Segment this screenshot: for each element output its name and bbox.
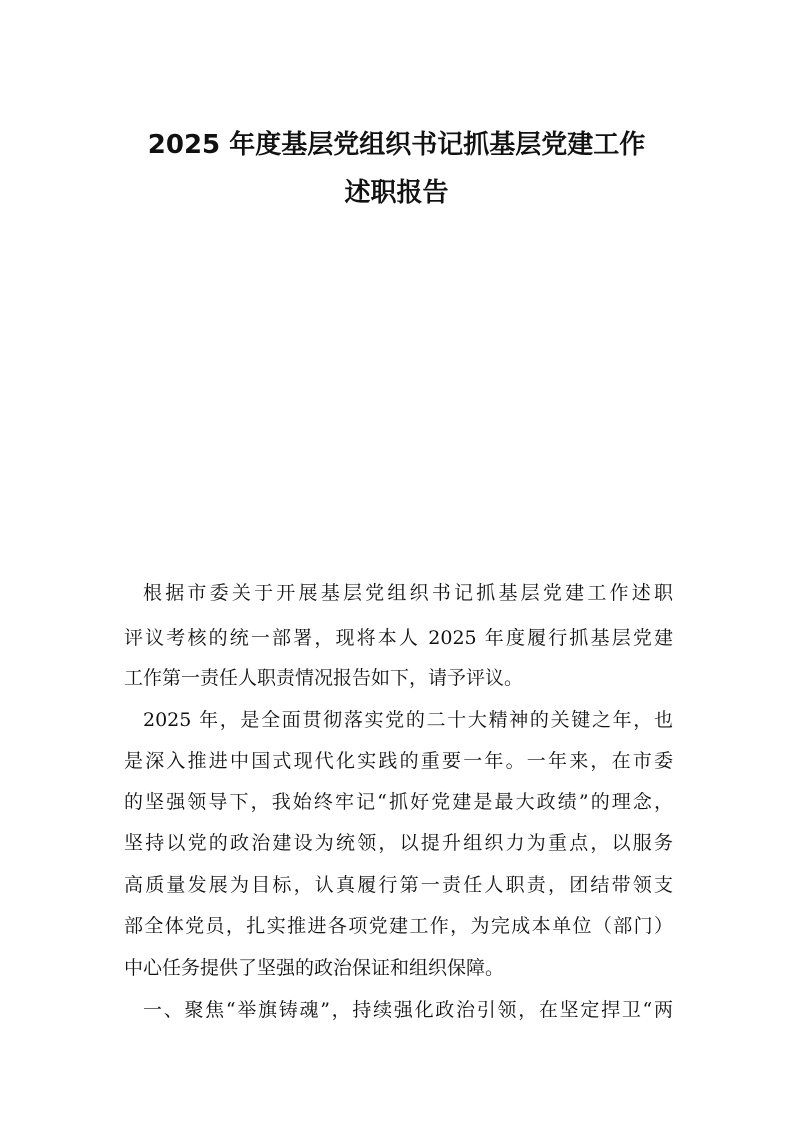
document-title-line-2: 述职报告 [344,178,449,208]
paragraph-2-line-5: 高质量发展为目标，认真履行第一责任人职责，团结带领支 [124,874,673,896]
paragraph-2-line-1: 2025 年，是全面贯彻落实党的二十大精神的关键之年，也 [143,709,673,731]
paragraph-2-line-2: 是深入推进中国式现代化实践的重要一年。一年来，在市委 [124,750,673,772]
paragraph-2-line-7: 中心任务提供了坚强的政治保证和组织保障。 [124,957,505,979]
paragraph-2-line-4: 坚持以党的政治建设为统领，以提升组织力为重点，以服务 [124,832,673,854]
paragraph-1-line-3: 工作第一责任人职责情况报告如下，请予评议。 [124,667,524,689]
document-title-line-1: 2025 年度基层党组织书记抓基层党建工作 [147,130,646,160]
section-1-heading-line: 一、聚焦“举旗铸魂”，持续强化政治引领，在坚定捍卫“两 [143,999,673,1021]
paragraph-1-line-1: 根据市委关于开展基层党组织书记抓基层党建工作述职 [143,582,673,604]
paragraph-1-line-2: 评议考核的统一部署，现将本人 2025 年度履行抓基层党建 [124,627,673,649]
paragraph-2-line-6: 部全体党员，扎实推进各项党建工作，为完成本单位（部门） [124,915,673,937]
paragraph-2-line-3: 的坚强领导下，我始终牢记“抓好党建是最大政绩”的理念， [124,791,673,813]
